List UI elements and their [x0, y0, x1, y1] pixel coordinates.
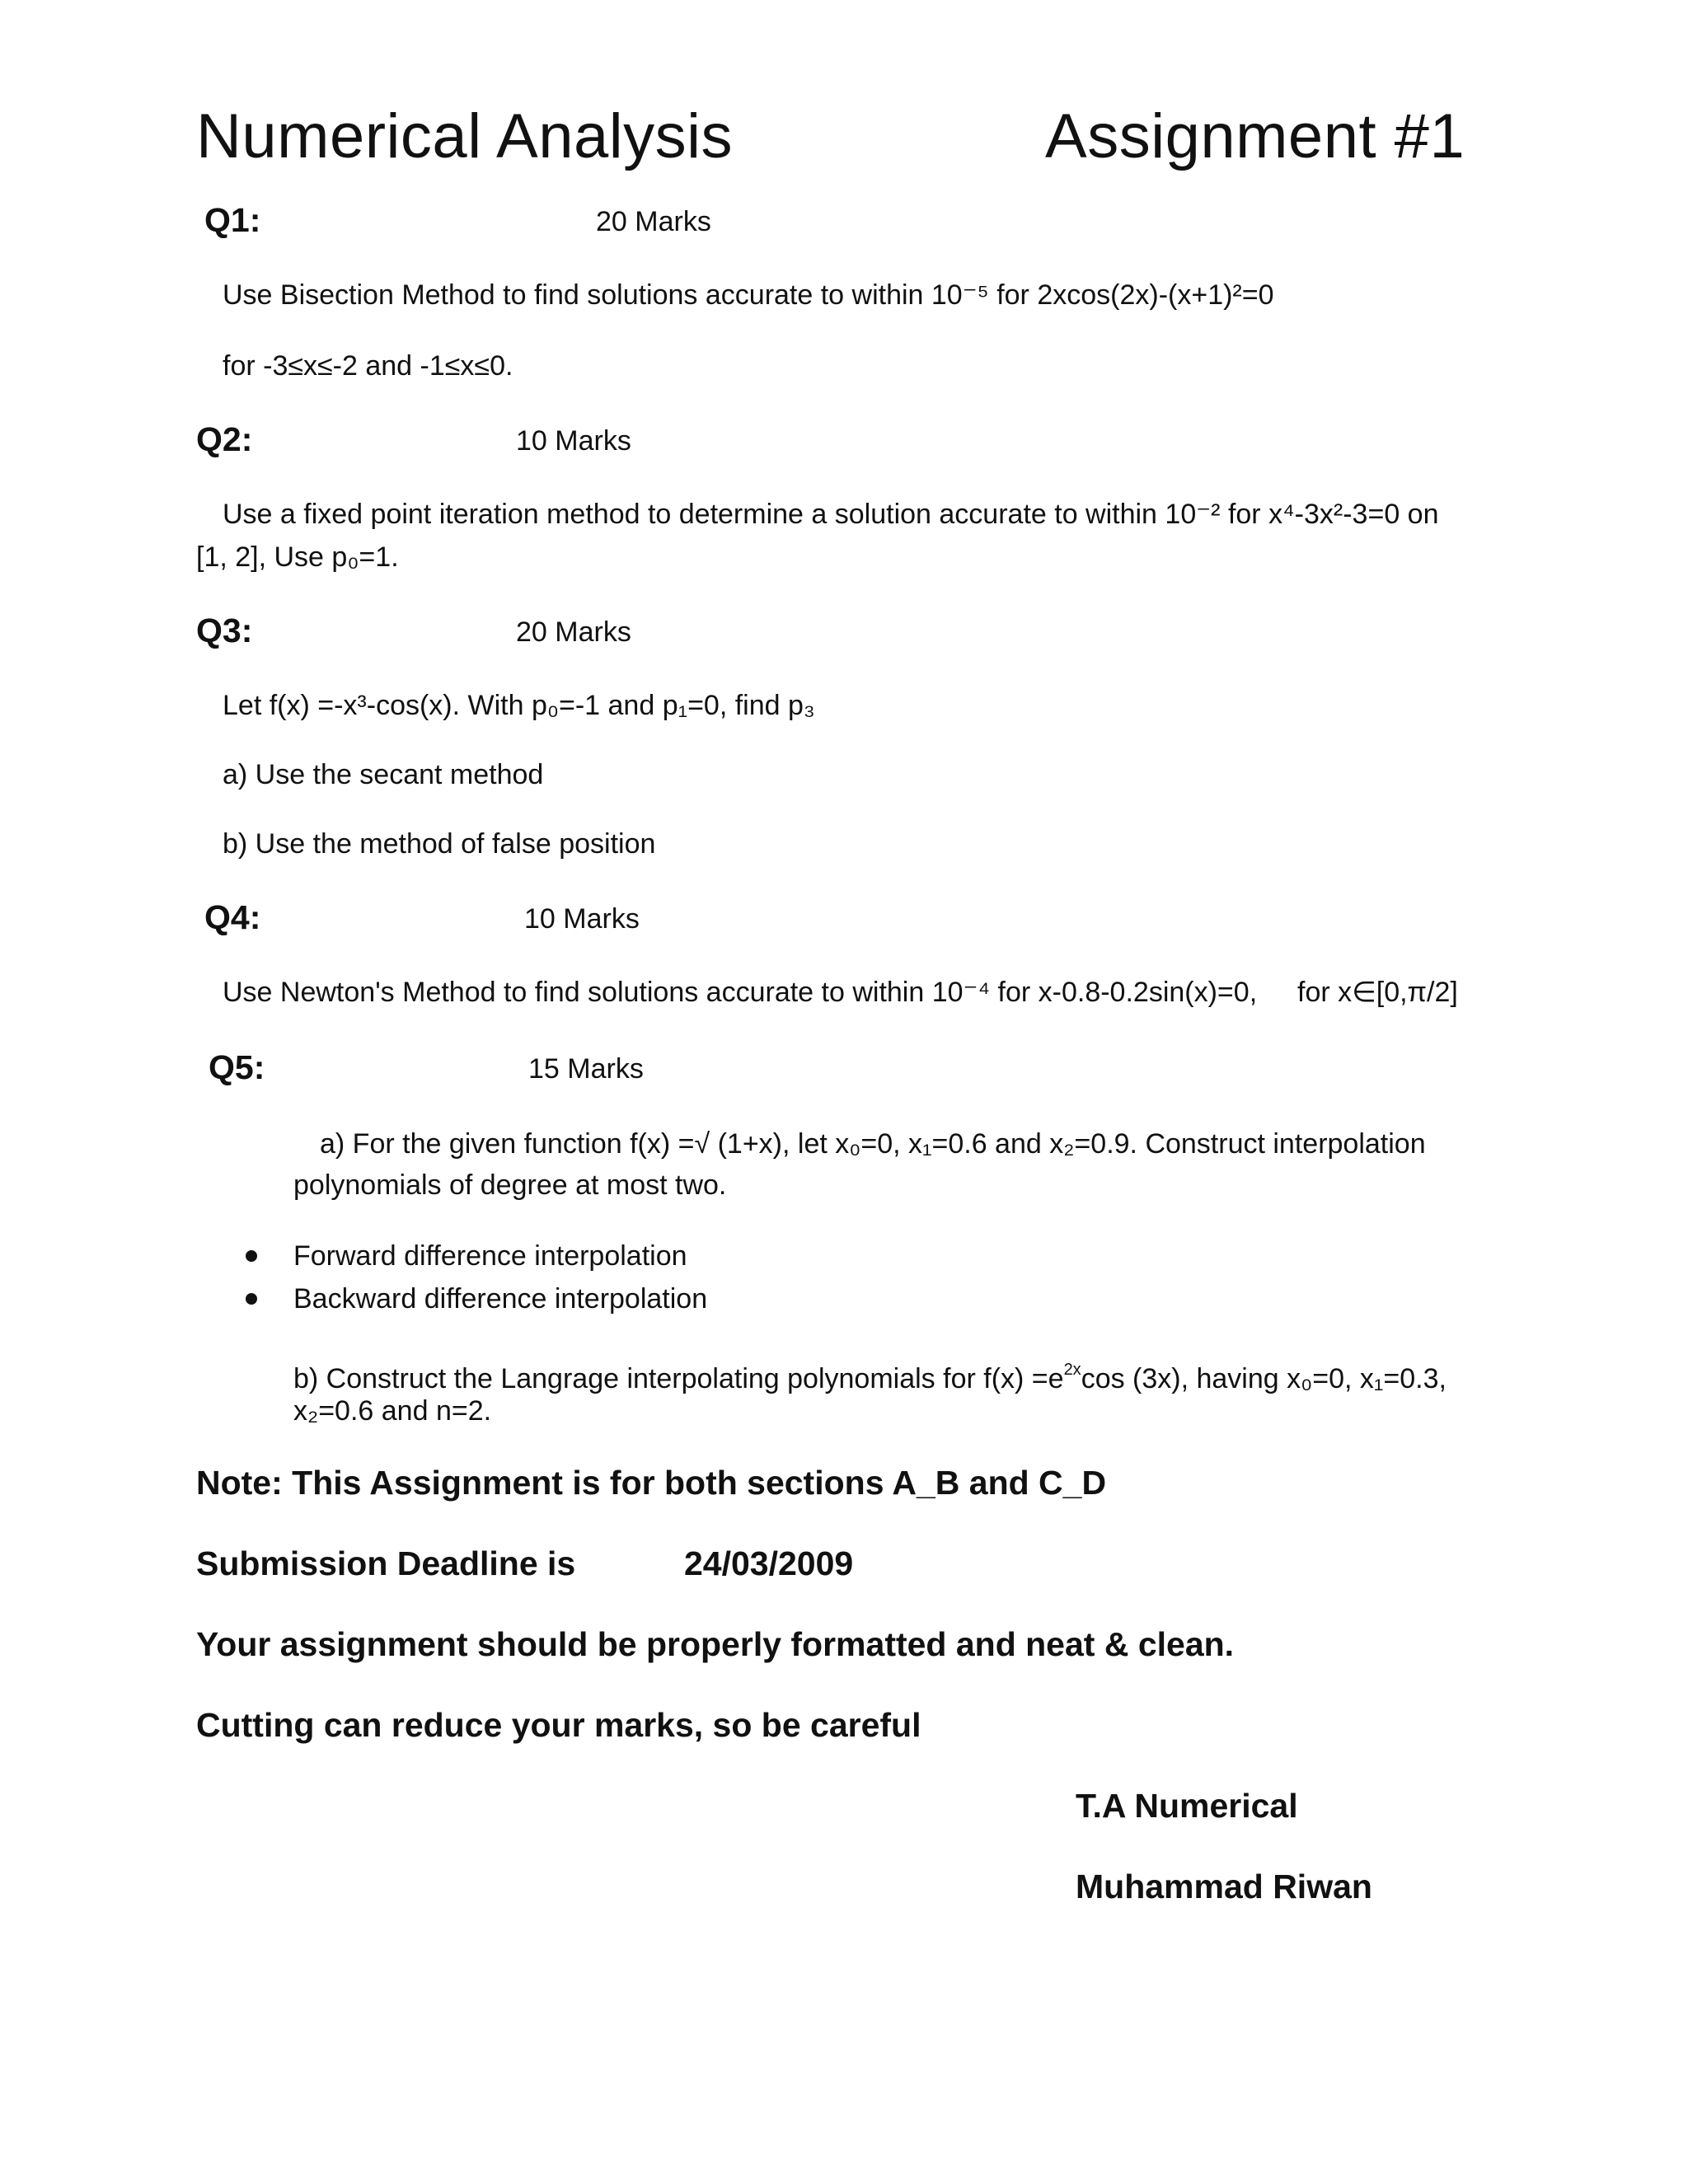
- deadline-date: 24/03/2009: [684, 1544, 854, 1582]
- q5-part-b-pre: b) Construct the Langrage interpolating polynomials for f(x) =e: [293, 1363, 1064, 1394]
- q3-text-line1: Let f(x) =-x³-cos(x). With p₀=-1 and p₁=0, find p₃: [223, 690, 815, 721]
- q5-part-a-line2: polynomials of degree at most two.: [293, 1169, 727, 1201]
- q3-marks: 20 Marks: [516, 616, 631, 648]
- q5-label: Q5:: [209, 1048, 265, 1086]
- q1-text-line1: Use Bisection Method to find solutions accurate to within 10⁻⁵ for 2xcos(2x)-(x+1)²=0: [223, 279, 1274, 311]
- assignment-number: Assignment #1: [1045, 101, 1465, 171]
- format-note: Your assignment should be properly formatted and neat & clean.: [196, 1625, 1235, 1663]
- q5-bullet-forward: Forward difference interpolation: [293, 1240, 687, 1272]
- q5-part-a-line1: a) For the given function f(x) =√ (1+x), let x₀=0, x₁=0.6 and x₂=0.9. Construct interpolation: [320, 1128, 1426, 1160]
- deadline-label: Submission Deadline is: [196, 1544, 576, 1582]
- q1-label: Q1:: [204, 201, 261, 239]
- cutting-note: Cutting can reduce your marks, so be careful: [196, 1706, 921, 1744]
- bullet-icon: [246, 1250, 257, 1266]
- q4-text-line1: Use Newton's Method to find solutions accurate to within 10⁻⁴ for x-0.8-0.2sin(x)=0,: [223, 977, 1258, 1008]
- signature-name: Muhammad Riwan: [1076, 1868, 1372, 1905]
- q2-marks: 10 Marks: [516, 425, 631, 457]
- q1-text-line2: for -3≤x≤-2 and -1≤x≤0.: [223, 350, 513, 382]
- q3-item-b: b) Use the method of false position: [223, 828, 656, 860]
- q2-text-line2: [1, 2], Use p₀=1.: [196, 541, 399, 573]
- signature-role: T.A Numerical: [1076, 1787, 1298, 1825]
- q3-label: Q3:: [196, 612, 253, 649]
- q5-marks: 15 Marks: [528, 1053, 644, 1085]
- q5-bullet-backward: Backward difference interpolation: [293, 1283, 708, 1315]
- q5-part-b-exponent: 2x: [1063, 1361, 1081, 1379]
- q5-part-b-line2: x₂=0.6 and n=2.: [293, 1395, 492, 1427]
- q4-range: for x∈[0,π/2]: [1297, 977, 1458, 1008]
- q2-text-line1: Use a fixed point iteration method to determine a solution accurate to within 10⁻² for x⁴-3x²-3=0 on: [223, 499, 1439, 530]
- q4-marks: 10 Marks: [524, 903, 640, 935]
- q1-marks: 20 Marks: [596, 206, 711, 237]
- bullet-icon: [246, 1293, 257, 1309]
- q3-item-a: a) Use the secant method: [223, 759, 544, 790]
- q5-part-b-post: cos (3x), having x₀=0, x₁=0.3,: [1081, 1363, 1447, 1394]
- document-title: Numerical Analysis: [196, 101, 733, 171]
- q4-label: Q4:: [204, 898, 261, 936]
- q2-label: Q2:: [196, 420, 253, 458]
- note-sections: Note: This Assignment is for both sections A_B and C_D: [196, 1464, 1107, 1502]
